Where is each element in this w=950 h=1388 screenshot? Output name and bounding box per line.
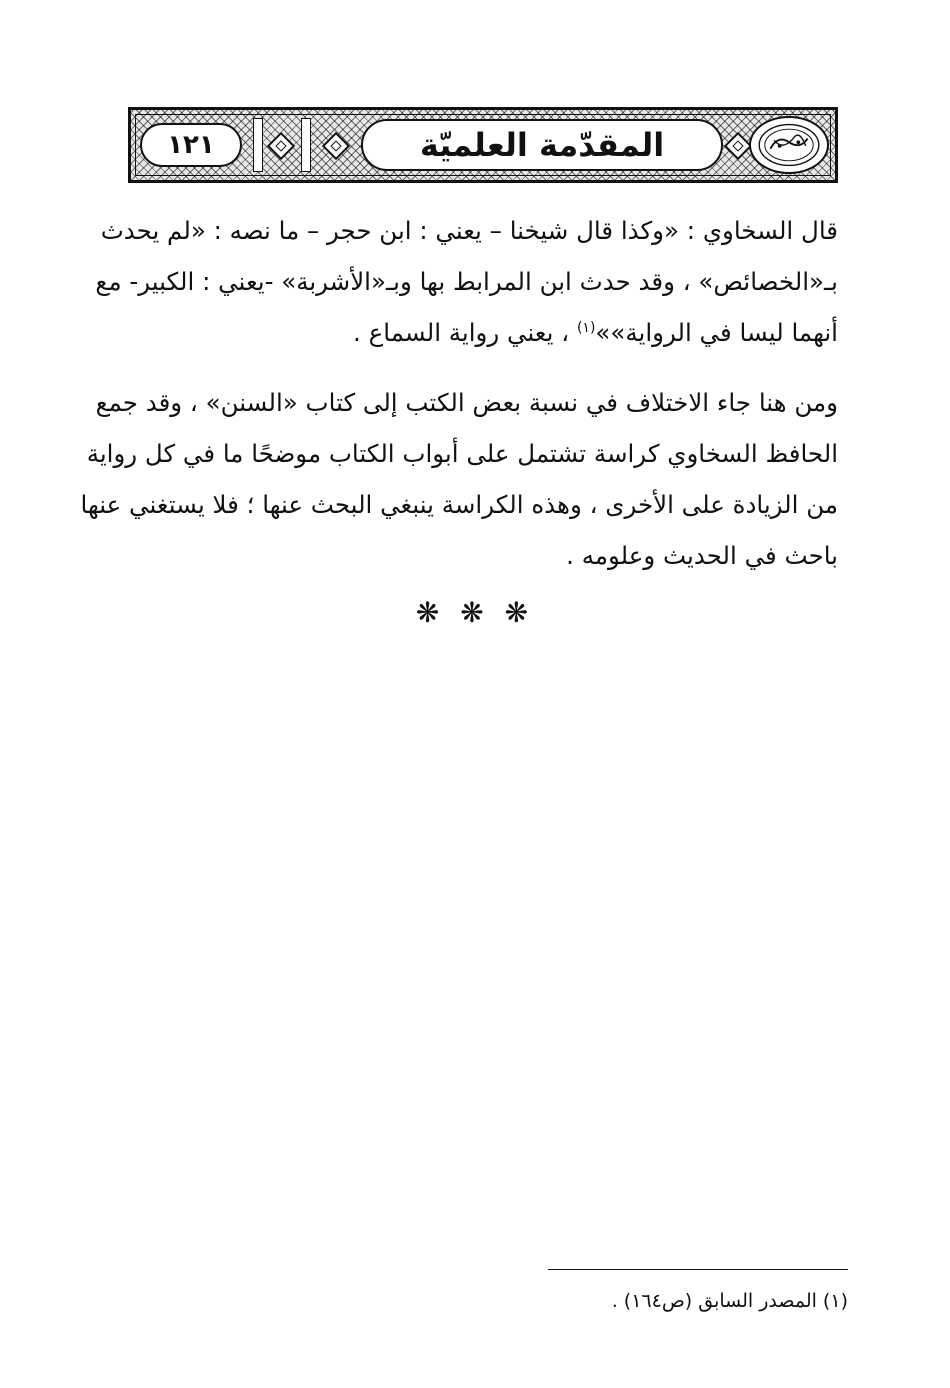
text-run: ، يعني رواية السماع . <box>353 318 577 347</box>
paragraph-2 <box>80 377 838 581</box>
page-number-cartouche <box>140 123 242 167</box>
text-line: بـ«الخصائص» ، وقد حدث ابن المرابط بها وبـ«الأشربة» -يعني : الكبير- مع <box>95 267 838 296</box>
running-title-cartouche <box>361 119 723 171</box>
running-title: المقدّمة العلميّة <box>419 126 665 164</box>
section-separator: ❋ ❋ ❋ <box>415 596 535 629</box>
ornament-bar <box>253 118 263 172</box>
text-line: قال السخاوي : «وكذا قال شيخنا – يعني : ابن حجر – ما نصه : «لم يحدث <box>100 216 838 245</box>
publisher-seal-icon <box>749 116 829 174</box>
page-header <box>128 107 838 183</box>
text-line: ومن هنا جاء الاختلاف في نسبة بعض الكتب إلى كتاب «السنن» ، وقد جمع <box>95 388 838 417</box>
text-run: أنهما ليسا في الرواية»» <box>595 318 838 347</box>
footnote-divider <box>548 1269 848 1270</box>
ornament-knot <box>724 132 752 160</box>
footnote: (١) المصدر السابق (ص١٦٤) . <box>611 1290 848 1312</box>
ornament-bar <box>301 118 311 172</box>
footnote-marker[interactable]: (١) <box>576 319 596 336</box>
text-line: من الزيادة على الأخرى ، وهذه الكراسة ينبغي البحث عنها ؛ فلا يستغني عنها <box>80 490 838 519</box>
text-line: الحافظ السخاوي كراسة تشتمل على أبواب الكتاب موضحًا ما في كل رواية <box>86 439 838 468</box>
text-line: باحث في الحديث وعلومه . <box>566 541 838 570</box>
ornament-knot <box>322 132 350 160</box>
ornament-knot <box>267 132 295 160</box>
paragraph-1 <box>95 205 838 358</box>
text-line <box>128 307 838 358</box>
page-number: ١٢١ <box>167 130 215 160</box>
